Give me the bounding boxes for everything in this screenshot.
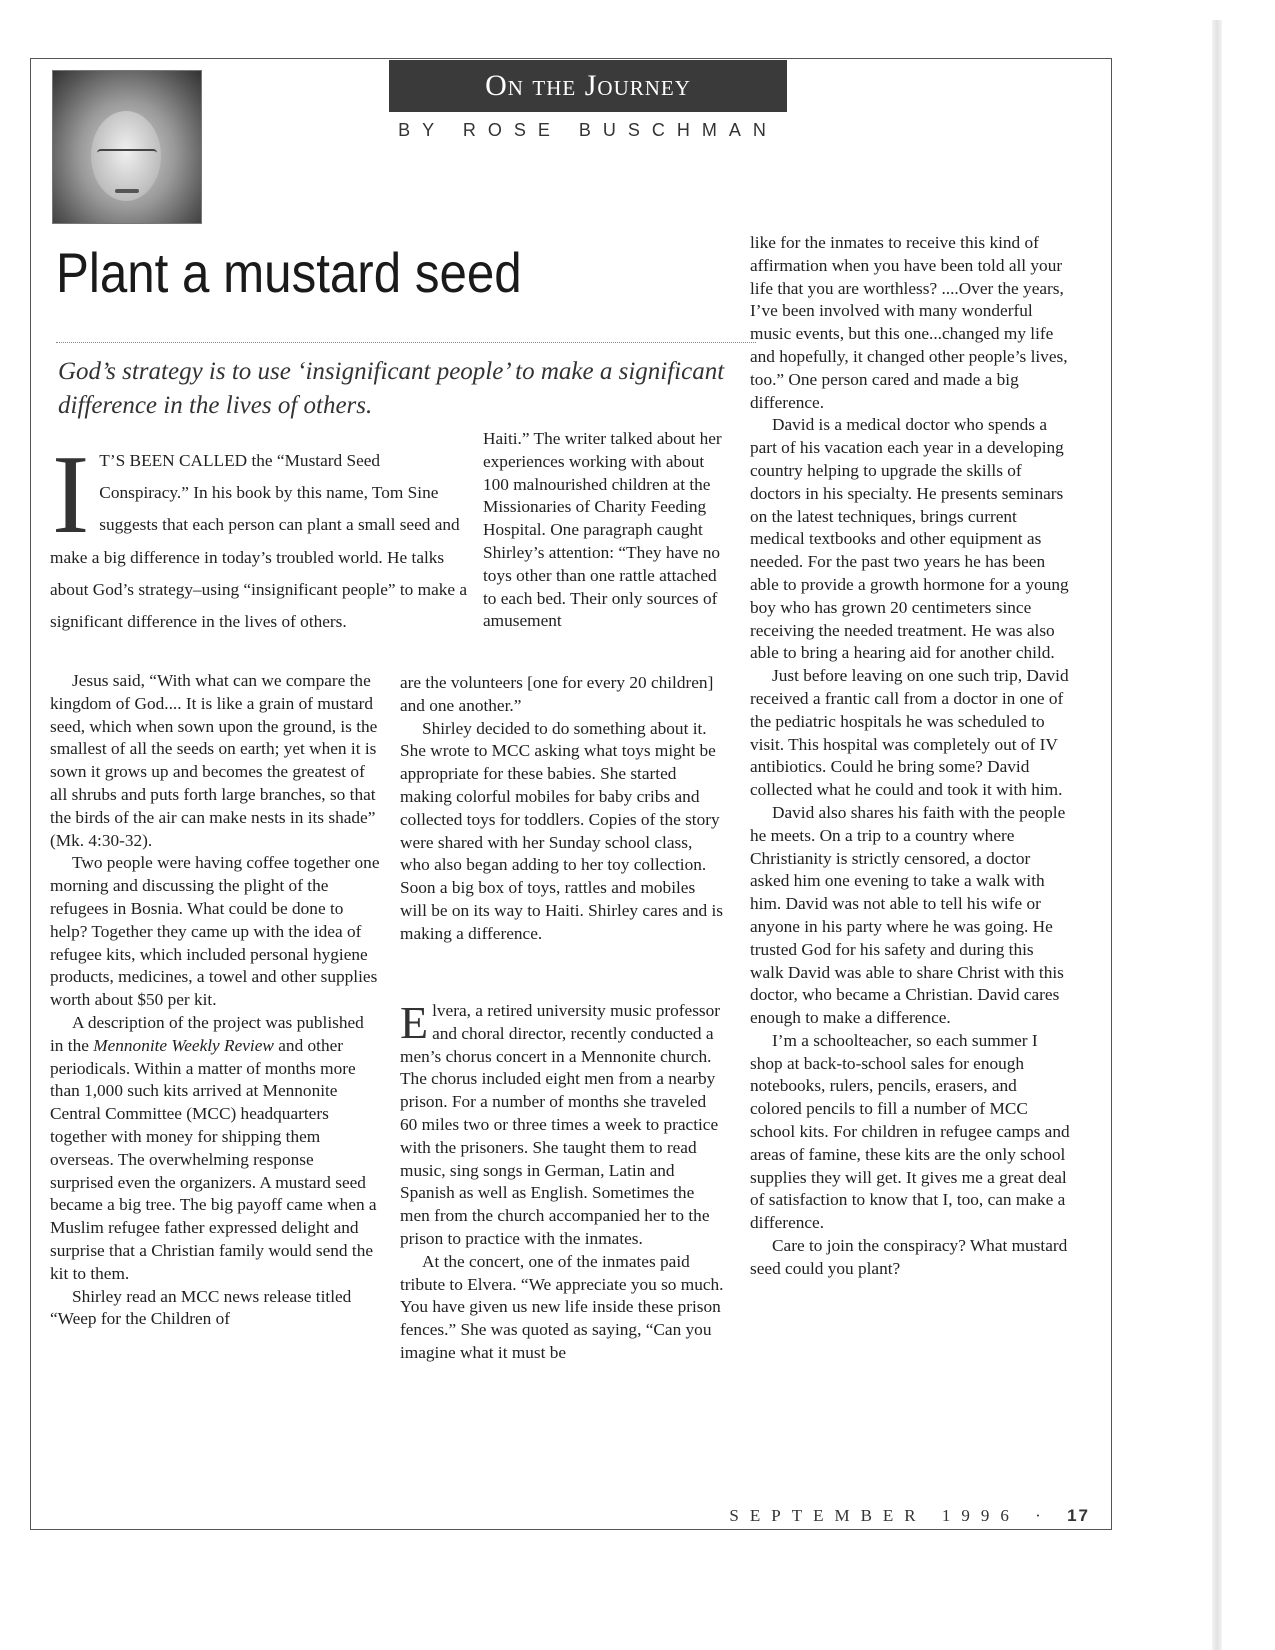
publication-title: Mennonite Weekly Review — [93, 1035, 274, 1055]
lead-rest: the “Mustard Seed Conspiracy.” In his book by this name, Tom Sine suggests that each person can plant a small seed and make a big difference in today’s troubled world. He talks about God’s strategy–using “insignificant people” to make a significant difference in the lives of others. — [50, 451, 468, 632]
column-middle — [400, 672, 726, 946]
lead-paragraph — [50, 433, 470, 638]
body-paragraph: Care to join the conspiracy? What mustard seed could you plant? — [750, 1236, 1068, 1278]
body-paragraph: Jesus said, “With what can we compare the kingdom of God.... It is like a grain of mustard seed, which when sown upon the ground, is the smallest of all the seeds on earth; yet when it is sown it grows up and becomes the greatest of all shrubs and puts forth large branches, so that the birds of the air can make nests in its shade” (Mk. 4:30-32). — [50, 671, 378, 850]
body-paragraph: Haiti.” The writer talked about her experiences working with about 100 malnourished children at the Missionaries of Charity Feeding Hospital. One paragraph caught Shirley’s attention: “They have no toys other than one rattle attached to each bed. Their only sources of amusement — [483, 429, 722, 631]
body-paragraph: Shirley decided to do something about it. She wrote to MCC asking what toys might be appropriate for these babies. She started making colorful mobiles for baby cribs and collected toys for toddlers. Copies of the story were shared with her Sunday school class, who also began adding to her toy collection. Soon a big box of toys, rattles and mobiles will be on its way to Haiti. Shirley cares and is making a difference. — [400, 718, 724, 943]
text-run: A description of the project was published in the — [50, 1012, 364, 1055]
author-photo — [52, 70, 202, 224]
text-run: and other periodicals. Within a matter of months more than 1,000 such kits arrived at Mennonite Central Committee (MCC) headquarters together with money for shipping them overseas. The overwhelming response surprised even the organizers. A mustard seed became a big tree. The big payoff came when a Muslim refugee father expressed delight and surprise that a Christian family would send the kit to them. — [50, 1035, 377, 1283]
footer-separator: · — [1035, 1506, 1052, 1525]
column-middle-top — [483, 428, 726, 633]
author-mouth — [115, 189, 139, 193]
page-edge-shadow — [1212, 20, 1222, 1650]
headline-divider — [56, 342, 756, 343]
column-title: On the Journey — [389, 60, 787, 112]
column-left — [50, 670, 380, 1331]
body-paragraph: I’m a schoolteacher, so each summer I shop at back-to-school sales for enough notebooks, rulers, pencils, erasers, and colored pencils to fill a number of MCC school kits. For children in refugee camps and areas of famine, these kits are the only school supplies they will get. It gives me a great deal of satisfaction to know that I, too, can make a difference. — [750, 1030, 1070, 1233]
body-paragraph: Two people were having coffee together one morning and discussing the plight of the refugees in Bosnia. What could be done to help? Together they came up with the idea of refugee kits, which included personal hygiene products, medicines, a towel and other supplies worth about $50 per kit. — [50, 853, 380, 1010]
lead-dropcap: I — [52, 433, 90, 557]
body-paragraph: lvera, a retired university music professor and choral director, recently conducted a men’s chorus concert in a Mennonite church. The chorus included eight men from a nearby prison. For a number of months she traveled 60 miles two or three times a week to practice with the prisoners. She taught them to read music, sing songs in German, Latin and Spanish as well as English. Sometimes the men from the church accompanied her to the prison to practice with the inmates. — [400, 1001, 721, 1248]
byline: BY ROSE BUSCHMAN — [398, 120, 778, 140]
article-deck: God’s strategy is to use ‘insignificant people’ to make a significant difference in the lives of others. — [58, 358, 725, 419]
body-paragraph: Just before leaving on one such trip, David received a frantic call from a doctor in one of the pediatric hospitals he was scheduled to visit. This hospital was completely out of IV antibiotics. Could he bring some? David collected what he could and took it with him. — [750, 666, 1069, 800]
lead-smallcaps: T’S BEEN CALLED — [99, 451, 248, 470]
issue-date: SEPTEMBER 1996 — [729, 1506, 1020, 1525]
column-middle-bottom — [400, 997, 726, 1365]
page-footer — [690, 1506, 1090, 1526]
column-right — [750, 232, 1070, 1281]
author-glasses — [97, 149, 157, 165]
body-paragraph — [50, 1012, 380, 1286]
body-paragraph: are the volunteers [one for every 20 children] and one another.” — [400, 673, 714, 715]
article-headline: Plant a mustard seed — [56, 241, 522, 304]
section-dropcap: E — [400, 997, 429, 1048]
body-paragraph: like for the inmates to receive this kind of affirmation when you have been told all your life that you are worthless? ....Over the years, I’ve been involved with many wonderful music events, but this one...changed my life and hopefully, it changed other people’s lives, too.” One person cared and made a big difference. — [750, 233, 1068, 412]
body-paragraph: David also shares his faith with the people he meets. On a trip to a country where Christianity is strictly censored, a doctor asked him one evening to take a walk with him. David was not able to tell his wife or anyone in his party where he was going. He trusted God for his safety and during this walk David was able to share Christ with this doctor, who became a Christian. David cares enough to make a difference. — [750, 802, 1066, 1028]
body-paragraph: David is a medical doctor who spends a part of his vacation each year in a developing country helping to upgrade the skills of doctors in his specialty. He presents seminars on the latest techniques, brings current medical textbooks and other equipment as needed. For the past two years he has been able to provide a growth hormone for a young boy who has grown 20 centimeters since receiving the needed treatment. He was also able to bring a hearing aid for another child. — [750, 415, 1069, 663]
page-number: 17 — [1067, 1506, 1090, 1525]
body-paragraph: At the concert, one of the inmates paid tribute to Elvera. “We appreciate you so much. You have given us new life inside these prison fences.” She was quoted as saying, “Can you imagine what it must be — [400, 1251, 724, 1362]
lead-text — [50, 433, 470, 638]
body-paragraph: Shirley read an MCC news release titled “Weep for the Children of — [50, 1286, 352, 1329]
